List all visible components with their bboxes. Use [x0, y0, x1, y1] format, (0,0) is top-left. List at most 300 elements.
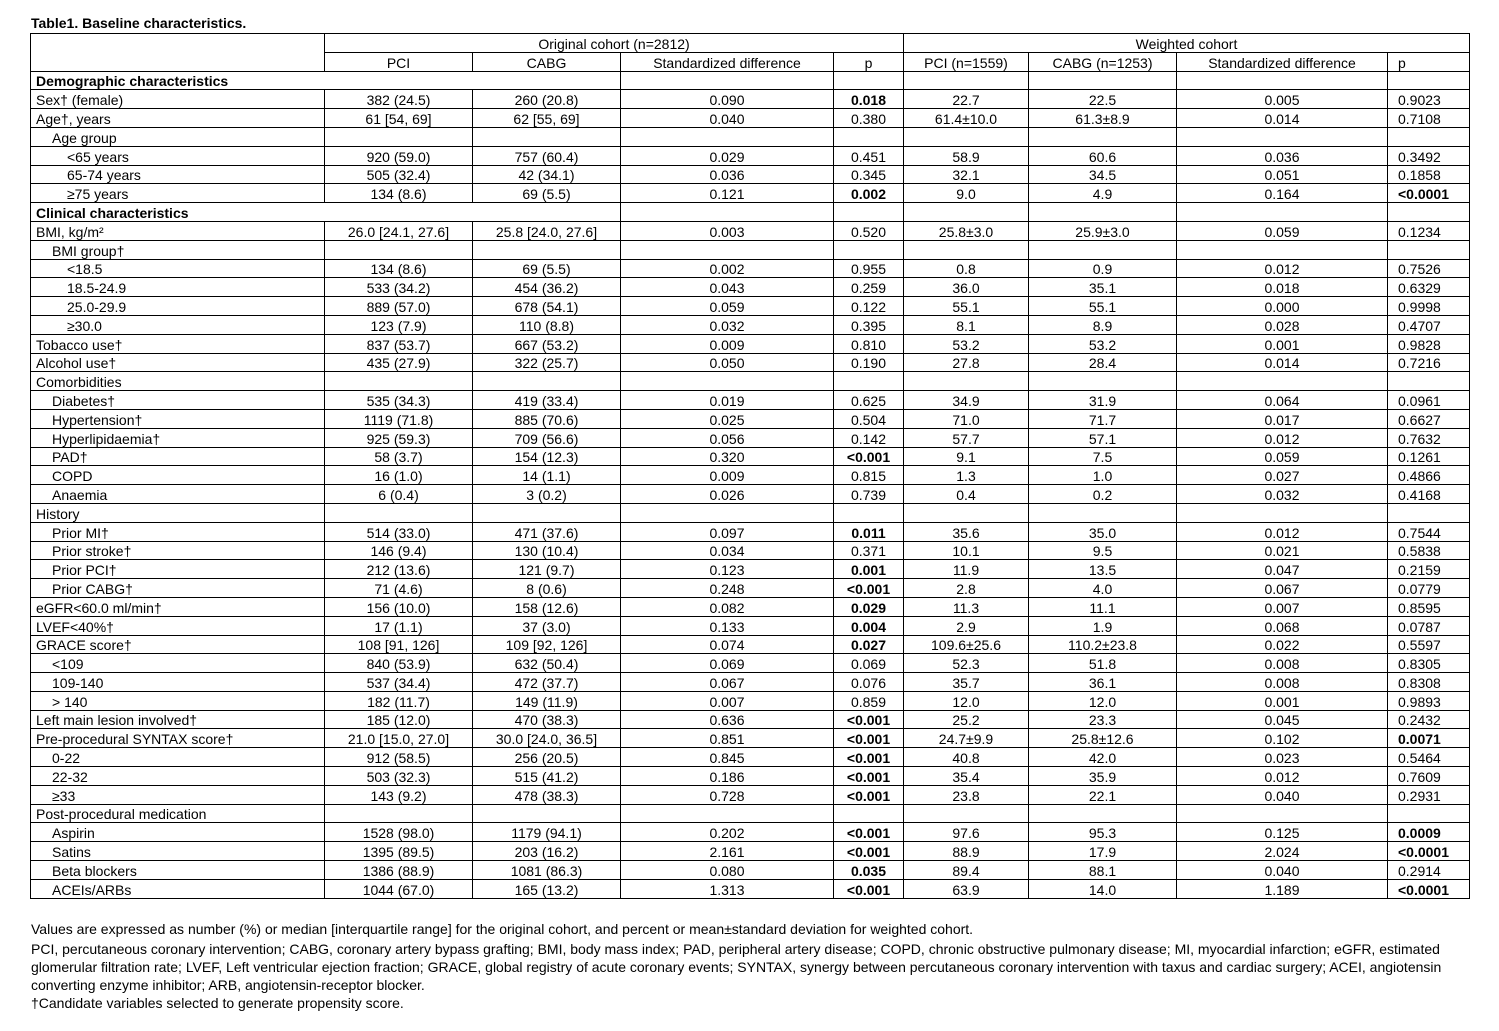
cell-weighted-std-diff: 0.125 — [1177, 823, 1388, 842]
footnote-values: Values are expressed as number (%) or median [interquartile range] for the original cohort, and percent or mean±standard deviation for weighted cohort. — [31, 921, 974, 937]
cell-p: <0.001 — [834, 842, 904, 861]
cell-p: <0.001 — [834, 710, 904, 729]
cell-weighted-std-diff — [1177, 372, 1388, 391]
cell-weighted-std-diff: 2.024 — [1177, 842, 1388, 861]
empty-cell — [1029, 203, 1177, 222]
table-row — [31, 221, 1470, 240]
cell-weighted-cabg — [1029, 240, 1177, 259]
cell-weighted-p: <0.0001 — [1388, 879, 1470, 898]
cell-weighted-cabg — [1029, 127, 1177, 146]
cell-weighted-p: 0.0787 — [1388, 616, 1470, 635]
cell-cabg: 165 (13.2) — [473, 879, 621, 898]
cell-pci: 1119 (71.8) — [325, 409, 473, 428]
cell-weighted-std-diff — [1177, 127, 1388, 146]
cell-pci: 1044 (67.0) — [325, 879, 473, 898]
cell-weighted-cabg: 36.1 — [1029, 673, 1177, 692]
cell-std-diff: 0.186 — [621, 767, 834, 786]
table-row — [31, 597, 1470, 616]
cell-weighted-cabg: 35.9 — [1029, 767, 1177, 786]
cell-p: 0.142 — [834, 428, 904, 447]
cell-std-diff: 0.043 — [621, 278, 834, 297]
cell-weighted-cabg — [1029, 503, 1177, 522]
cell-weighted-p: 0.8595 — [1388, 597, 1470, 616]
cell-pci: 16 (1.0) — [325, 466, 473, 485]
cell-std-diff: 0.082 — [621, 597, 834, 616]
cell-weighted-std-diff: 0.040 — [1177, 785, 1388, 804]
cell-cabg: 678 (54.1) — [473, 297, 621, 316]
table-row — [31, 785, 1470, 804]
table-row — [31, 391, 1470, 410]
table-row — [31, 127, 1470, 146]
cell-pci: 1395 (89.5) — [325, 842, 473, 861]
cell-weighted-cabg: 7.5 — [1029, 447, 1177, 466]
cell-pci: 212 (13.6) — [325, 560, 473, 579]
row-label: ≥75 years — [31, 184, 325, 203]
cell-weighted-pci — [904, 127, 1029, 146]
cell-weighted-pci: 35.7 — [904, 673, 1029, 692]
row-label: LVEF<40%† — [31, 616, 325, 635]
header-empty-cell — [31, 52, 325, 71]
cell-weighted-std-diff: 0.059 — [1177, 221, 1388, 240]
cell-weighted-std-diff: 0.040 — [1177, 861, 1388, 880]
row-label: 18.5-24.9 — [31, 278, 325, 297]
cell-cabg: 3 (0.2) — [473, 485, 621, 504]
cell-std-diff: 0.121 — [621, 184, 834, 203]
cell-cabg: 260 (20.8) — [473, 90, 621, 109]
cell-p: 0.395 — [834, 315, 904, 334]
cell-weighted-cabg — [1029, 372, 1177, 391]
cell-std-diff: 0.851 — [621, 729, 834, 748]
cell-cabg: 110 (8.8) — [473, 315, 621, 334]
empty-cell — [1388, 71, 1470, 90]
table-row — [31, 485, 1470, 504]
cell-std-diff — [621, 503, 834, 522]
cell-weighted-std-diff: 0.028 — [1177, 315, 1388, 334]
cell-std-diff: 0.059 — [621, 297, 834, 316]
cell-weighted-cabg: 4.0 — [1029, 579, 1177, 598]
cell-weighted-p: <0.0001 — [1388, 842, 1470, 861]
row-label: BMI, kg/m² — [31, 221, 325, 240]
cell-p: 0.004 — [834, 616, 904, 635]
cell-pci: 123 (7.9) — [325, 315, 473, 334]
cell-std-diff: 0.080 — [621, 861, 834, 880]
cell-weighted-pci: 1.3 — [904, 466, 1029, 485]
cell-weighted-p: 0.2914 — [1388, 861, 1470, 880]
row-label: 25.0-29.9 — [31, 297, 325, 316]
cell-weighted-cabg: 22.1 — [1029, 785, 1177, 804]
cell-weighted-cabg: 17.9 — [1029, 842, 1177, 861]
cell-weighted-std-diff: 0.001 — [1177, 334, 1388, 353]
cell-std-diff: 0.036 — [621, 165, 834, 184]
cell-weighted-std-diff — [1177, 804, 1388, 823]
cell-pci: 889 (57.0) — [325, 297, 473, 316]
cell-weighted-p: 0.5838 — [1388, 541, 1470, 560]
cell-weighted-cabg: 0.2 — [1029, 485, 1177, 504]
cell-std-diff: 0.009 — [621, 466, 834, 485]
row-label: GRACE score† — [31, 635, 325, 654]
cell-weighted-pci: 63.9 — [904, 879, 1029, 898]
cell-p: 0.451 — [834, 146, 904, 165]
cell-weighted-p: 0.7544 — [1388, 522, 1470, 541]
cell-weighted-std-diff: 0.164 — [1177, 184, 1388, 203]
cell-cabg: 471 (37.6) — [473, 522, 621, 541]
cell-weighted-cabg: 55.1 — [1029, 297, 1177, 316]
cell-weighted-std-diff: 0.012 — [1177, 767, 1388, 786]
cell-weighted-std-diff: 0.001 — [1177, 691, 1388, 710]
table-row — [31, 259, 1470, 278]
cell-std-diff: 0.040 — [621, 109, 834, 128]
cell-cabg — [473, 503, 621, 522]
cell-pci: 71 (4.6) — [325, 579, 473, 598]
cell-p: 0.259 — [834, 278, 904, 297]
table-row — [31, 428, 1470, 447]
cell-weighted-pci: 9.0 — [904, 184, 1029, 203]
cell-pci: 1528 (98.0) — [325, 823, 473, 842]
cell-weighted-p: 0.5597 — [1388, 635, 1470, 654]
cell-weighted-cabg: 13.5 — [1029, 560, 1177, 579]
row-label: Left main lesion involved† — [31, 710, 325, 729]
cell-p: 0.810 — [834, 334, 904, 353]
cell-std-diff — [621, 127, 834, 146]
cell-pci — [325, 372, 473, 391]
row-label: Hyperlipidaemia† — [31, 428, 325, 447]
cell-weighted-pci — [904, 240, 1029, 259]
cell-weighted-pci — [904, 503, 1029, 522]
cell-std-diff: 0.248 — [621, 579, 834, 598]
cell-weighted-pci: 88.9 — [904, 842, 1029, 861]
cell-weighted-std-diff: 0.023 — [1177, 748, 1388, 767]
row-label: Prior stroke† — [31, 541, 325, 560]
cell-std-diff: 0.002 — [621, 259, 834, 278]
cell-weighted-cabg: 60.6 — [1029, 146, 1177, 165]
cell-std-diff — [621, 240, 834, 259]
col-header-weighted-std-diff: Standardized difference — [1177, 52, 1388, 71]
cell-weighted-std-diff: 0.007 — [1177, 597, 1388, 616]
cell-weighted-std-diff: 0.000 — [1177, 297, 1388, 316]
cell-weighted-pci: 9.1 — [904, 447, 1029, 466]
cell-std-diff — [621, 804, 834, 823]
cell-std-diff: 0.025 — [621, 409, 834, 428]
empty-cell — [1029, 71, 1177, 90]
table-row — [31, 673, 1470, 692]
empty-cell — [904, 203, 1029, 222]
cell-pci: 505 (32.4) — [325, 165, 473, 184]
table-row — [31, 146, 1470, 165]
cell-weighted-pci: 57.7 — [904, 428, 1029, 447]
row-label: ≥30.0 — [31, 315, 325, 334]
cell-p: 0.380 — [834, 109, 904, 128]
cell-pci: 840 (53.9) — [325, 654, 473, 673]
cell-cabg — [473, 804, 621, 823]
cell-weighted-pci: 36.0 — [904, 278, 1029, 297]
cell-p — [834, 240, 904, 259]
empty-cell — [1177, 71, 1388, 90]
table-row — [31, 579, 1470, 598]
cell-weighted-std-diff: 0.008 — [1177, 673, 1388, 692]
cell-std-diff: 2.161 — [621, 842, 834, 861]
cell-weighted-std-diff — [1177, 240, 1388, 259]
cell-p: <0.001 — [834, 767, 904, 786]
col-header-std-diff: Standardized difference — [621, 52, 834, 71]
cell-std-diff: 0.019 — [621, 391, 834, 410]
cell-weighted-p: 0.1261 — [1388, 447, 1470, 466]
cell-pci: 143 (9.2) — [325, 785, 473, 804]
cell-weighted-cabg: 110.2±23.8 — [1029, 635, 1177, 654]
cell-cabg: 203 (16.2) — [473, 842, 621, 861]
row-label: Sex† (female) — [31, 90, 325, 109]
table-row — [31, 372, 1470, 391]
cell-std-diff: 0.728 — [621, 785, 834, 804]
cell-weighted-cabg: 57.1 — [1029, 428, 1177, 447]
row-label: > 140 — [31, 691, 325, 710]
cell-cabg: 62 [55, 69] — [473, 109, 621, 128]
table-row — [31, 409, 1470, 428]
cell-p: <0.001 — [834, 785, 904, 804]
cell-weighted-cabg — [1029, 804, 1177, 823]
cell-weighted-cabg: 22.5 — [1029, 90, 1177, 109]
table-row — [31, 861, 1470, 880]
cell-p: 0.027 — [834, 635, 904, 654]
cell-weighted-pci: 11.9 — [904, 560, 1029, 579]
cell-weighted-p: 0.9828 — [1388, 334, 1470, 353]
cell-pci — [325, 240, 473, 259]
cell-weighted-cabg: 12.0 — [1029, 691, 1177, 710]
cell-cabg: 472 (37.7) — [473, 673, 621, 692]
row-label: COPD — [31, 466, 325, 485]
cell-pci: 1386 (88.9) — [325, 861, 473, 880]
row-label: Prior CABG† — [31, 579, 325, 598]
table-row — [31, 184, 1470, 203]
cell-p: 0.076 — [834, 673, 904, 692]
cell-weighted-std-diff: 0.036 — [1177, 146, 1388, 165]
cell-pci: 108 [91, 126] — [325, 635, 473, 654]
cell-cabg — [473, 372, 621, 391]
col-header-weighted-pci: PCI (n=1559) — [904, 52, 1029, 71]
cell-weighted-p: 0.8305 — [1388, 654, 1470, 673]
cell-p: 0.815 — [834, 466, 904, 485]
cell-cabg: 8 (0.6) — [473, 579, 621, 598]
table-row — [31, 541, 1470, 560]
cell-weighted-p: 0.3492 — [1388, 146, 1470, 165]
cell-weighted-p: <0.0001 — [1388, 184, 1470, 203]
table-footnotes — [31, 920, 1471, 1012]
row-label: <65 years — [31, 146, 325, 165]
cell-cabg: 419 (33.4) — [473, 391, 621, 410]
cell-pci: 6 (0.4) — [325, 485, 473, 504]
original-cohort-header: Original cohort (n=2812) — [325, 34, 904, 53]
cell-weighted-cabg: 25.9±3.0 — [1029, 221, 1177, 240]
table-row — [31, 691, 1470, 710]
cell-weighted-pci: 0.8 — [904, 259, 1029, 278]
cell-weighted-cabg: 0.9 — [1029, 259, 1177, 278]
cell-cabg: 757 (60.4) — [473, 146, 621, 165]
table-row — [31, 710, 1470, 729]
section-header-row — [31, 71, 1470, 90]
cell-p: <0.001 — [834, 879, 904, 898]
cell-cabg: 1081 (86.3) — [473, 861, 621, 880]
cell-weighted-std-diff: 0.067 — [1177, 579, 1388, 598]
row-label: <109 — [31, 654, 325, 673]
cell-weighted-pci: 8.1 — [904, 315, 1029, 334]
cell-std-diff: 0.029 — [621, 146, 834, 165]
row-label: Anaemia — [31, 485, 325, 504]
row-label: History — [31, 503, 325, 522]
cell-p: 0.001 — [834, 560, 904, 579]
cell-weighted-pci: 35.4 — [904, 767, 1029, 786]
cell-pci: 503 (32.3) — [325, 767, 473, 786]
cell-weighted-pci: 25.2 — [904, 710, 1029, 729]
table-row — [31, 748, 1470, 767]
cell-pci: 435 (27.9) — [325, 353, 473, 372]
cell-cabg: 69 (5.5) — [473, 184, 621, 203]
col-header-p: p — [834, 52, 904, 71]
cell-weighted-pci: 53.2 — [904, 334, 1029, 353]
cell-cabg: 158 (12.6) — [473, 597, 621, 616]
cell-p: 0.739 — [834, 485, 904, 504]
cell-weighted-pci: 25.8±3.0 — [904, 221, 1029, 240]
cell-cabg: 515 (41.2) — [473, 767, 621, 786]
cell-p: 0.190 — [834, 353, 904, 372]
cell-p — [834, 372, 904, 391]
cell-std-diff: 0.007 — [621, 691, 834, 710]
cell-pci: 920 (59.0) — [325, 146, 473, 165]
footnote-abbreviations: PCI, percutaneous coronary intervention; CABG, coronary artery bypass grafting; BMI, body mass index; PAD, peripheral artery disease; COPD, chronic obstructive pulmonary disease; MI, myocardial infarction; eGFR, estimated glomerular filtration rate; LVEF, Left ventricular ejection fraction; GRACE, global registry of acute coronary events; SYNTAX, synergy between percutaneous coronary intervention with taxus and cardiac surgery; ACEI, angiotensin converting enzyme inhibitor; ARB, angiotensin-receptor blocker. — [31, 941, 1442, 993]
cell-weighted-cabg: 53.2 — [1029, 334, 1177, 353]
table-row — [31, 804, 1470, 823]
cell-weighted-pci: 58.9 — [904, 146, 1029, 165]
cell-weighted-std-diff: 0.021 — [1177, 541, 1388, 560]
col-header-weighted-cabg: CABG (n=1253) — [1029, 52, 1177, 71]
row-label: Satins — [31, 842, 325, 861]
cell-weighted-std-diff: 0.051 — [1177, 165, 1388, 184]
cell-weighted-cabg: 34.5 — [1029, 165, 1177, 184]
cell-weighted-p: 0.0009 — [1388, 823, 1470, 842]
cell-cabg: 478 (38.3) — [473, 785, 621, 804]
cell-weighted-pci: 55.1 — [904, 297, 1029, 316]
section-header-row — [31, 203, 1470, 222]
cell-p: 0.029 — [834, 597, 904, 616]
cell-cabg — [473, 240, 621, 259]
cell-pci: 837 (53.7) — [325, 334, 473, 353]
cell-weighted-std-diff: 0.059 — [1177, 447, 1388, 466]
cell-std-diff: 0.320 — [621, 447, 834, 466]
cell-p: 0.520 — [834, 221, 904, 240]
cell-weighted-p: 0.0961 — [1388, 391, 1470, 410]
cell-pci — [325, 127, 473, 146]
cell-weighted-p — [1388, 503, 1470, 522]
cell-weighted-p: 0.0071 — [1388, 729, 1470, 748]
cell-p: 0.625 — [834, 391, 904, 410]
cell-pci: 17 (1.1) — [325, 616, 473, 635]
cell-weighted-p: 0.5464 — [1388, 748, 1470, 767]
cell-p: 0.122 — [834, 297, 904, 316]
cell-weighted-std-diff: 0.005 — [1177, 90, 1388, 109]
cell-p: <0.001 — [834, 579, 904, 598]
cell-weighted-std-diff: 0.064 — [1177, 391, 1388, 410]
cell-weighted-p: 0.0779 — [1388, 579, 1470, 598]
row-label: Beta blockers — [31, 861, 325, 880]
cell-weighted-cabg: 51.8 — [1029, 654, 1177, 673]
row-label: ACEIs/ARBs — [31, 879, 325, 898]
cell-p: 0.859 — [834, 691, 904, 710]
cell-p — [834, 127, 904, 146]
cell-std-diff: 0.074 — [621, 635, 834, 654]
cell-weighted-cabg: 35.1 — [1029, 278, 1177, 297]
cell-weighted-pci: 40.8 — [904, 748, 1029, 767]
cell-pci — [325, 503, 473, 522]
cell-pci: 533 (34.2) — [325, 278, 473, 297]
cell-p: 0.504 — [834, 409, 904, 428]
cell-weighted-p: 0.7609 — [1388, 767, 1470, 786]
cell-weighted-cabg: 23.3 — [1029, 710, 1177, 729]
row-label: Diabetes† — [31, 391, 325, 410]
cell-cabg: 667 (53.2) — [473, 334, 621, 353]
cell-weighted-p: 0.6329 — [1388, 278, 1470, 297]
cell-weighted-pci: 97.6 — [904, 823, 1029, 842]
cell-std-diff: 0.067 — [621, 673, 834, 692]
cell-weighted-cabg: 25.8±12.6 — [1029, 729, 1177, 748]
cell-p: 0.018 — [834, 90, 904, 109]
table-body — [31, 71, 1470, 898]
cell-pci: 382 (24.5) — [325, 90, 473, 109]
cell-cabg — [473, 127, 621, 146]
cell-cabg: 14 (1.1) — [473, 466, 621, 485]
cell-pci: 134 (8.6) — [325, 184, 473, 203]
cell-pci: 537 (34.4) — [325, 673, 473, 692]
cell-std-diff: 0.056 — [621, 428, 834, 447]
cell-weighted-std-diff: 0.102 — [1177, 729, 1388, 748]
cell-weighted-p — [1388, 372, 1470, 391]
cell-weighted-cabg: 28.4 — [1029, 353, 1177, 372]
cell-p: 0.011 — [834, 522, 904, 541]
cell-std-diff: 0.069 — [621, 654, 834, 673]
cell-weighted-p: 0.8308 — [1388, 673, 1470, 692]
cell-weighted-cabg: 1.9 — [1029, 616, 1177, 635]
cell-weighted-cabg: 71.7 — [1029, 409, 1177, 428]
cell-p: 0.002 — [834, 184, 904, 203]
cell-weighted-pci: 2.9 — [904, 616, 1029, 635]
cell-weighted-pci: 27.8 — [904, 353, 1029, 372]
cell-cabg: 30.0 [24.0, 36.5] — [473, 729, 621, 748]
row-label: Tobacco use† — [31, 334, 325, 353]
cell-cabg: 25.8 [24.0, 27.6] — [473, 221, 621, 240]
cell-weighted-p: 0.7108 — [1388, 109, 1470, 128]
cell-p: <0.001 — [834, 748, 904, 767]
cell-cabg: 42 (34.1) — [473, 165, 621, 184]
cell-pci: 535 (34.3) — [325, 391, 473, 410]
cell-weighted-std-diff: 0.012 — [1177, 522, 1388, 541]
cell-p — [834, 804, 904, 823]
table-row — [31, 767, 1470, 786]
empty-cell — [621, 71, 834, 90]
table-row — [31, 879, 1470, 898]
cell-weighted-cabg: 31.9 — [1029, 391, 1177, 410]
cell-weighted-std-diff: 0.032 — [1177, 485, 1388, 504]
col-header-pci: PCI — [325, 52, 473, 71]
cell-p: <0.001 — [834, 823, 904, 842]
table-row — [31, 522, 1470, 541]
cell-weighted-pci: 109.6±25.6 — [904, 635, 1029, 654]
cell-p: <0.001 — [834, 447, 904, 466]
row-label: PAD† — [31, 447, 325, 466]
cell-weighted-p — [1388, 240, 1470, 259]
cell-weighted-cabg: 61.3±8.9 — [1029, 109, 1177, 128]
cell-weighted-p: 0.2432 — [1388, 710, 1470, 729]
empty-cell — [904, 71, 1029, 90]
cell-weighted-pci: 23.8 — [904, 785, 1029, 804]
cell-p: 0.371 — [834, 541, 904, 560]
cell-cabg: 256 (20.5) — [473, 748, 621, 767]
